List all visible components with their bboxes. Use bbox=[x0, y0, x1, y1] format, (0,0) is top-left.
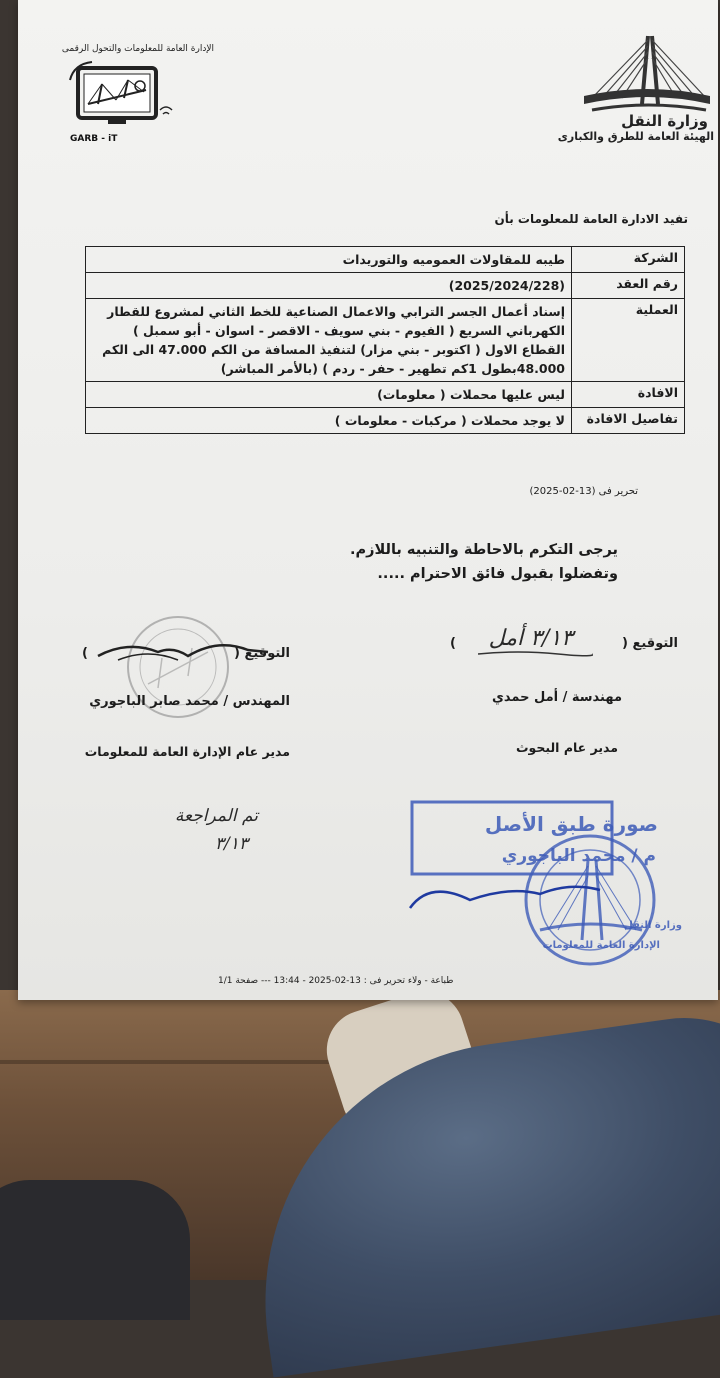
closing-text bbox=[350, 538, 618, 586]
table-row bbox=[86, 382, 685, 408]
signature-close-left: ) bbox=[82, 646, 88, 661]
signature-label-left: التوقيع ( bbox=[234, 646, 290, 661]
info-table bbox=[85, 246, 685, 434]
intro-text: تفيد الادارة العامة للمعلومات بأن bbox=[494, 212, 688, 226]
stamp-circle-ministry: وزارة النقل bbox=[624, 920, 682, 931]
row-value-contract: (2025/2024/228) bbox=[86, 273, 572, 299]
closing-line-2: وتفضلوا بقبول فائق الاحترام ..... bbox=[377, 566, 618, 582]
bridge-icon bbox=[582, 34, 712, 114]
engineer-name-right: مهندسة / أمل حمدي bbox=[491, 690, 622, 705]
authority-name: الهيئة العامة للطرق والكبارى bbox=[557, 130, 714, 143]
signature-handwriting-right: ٣/١٣ أمل bbox=[488, 626, 573, 651]
table-row bbox=[86, 408, 685, 434]
closing-line-1: يرجى التكرم بالاحاطة والتنبيه باللازم. bbox=[350, 542, 618, 558]
review-note-line-1: تم المراجعة bbox=[174, 806, 258, 826]
row-label-statement: الافادة bbox=[572, 382, 685, 408]
stamp-line-1: صورة طبق الأصل bbox=[484, 812, 658, 836]
sleeve bbox=[0, 1180, 190, 1320]
ministry-logo bbox=[550, 34, 720, 144]
engineer-name-left: المهندس / محمد صابر الباجوري bbox=[89, 694, 290, 709]
signature-close-right: ) bbox=[450, 636, 456, 651]
table-row bbox=[86, 299, 685, 382]
issue-date: تحرير فى (13-02-2025) bbox=[529, 486, 638, 497]
it-department-code: GARB - iT bbox=[70, 134, 118, 144]
row-label-operation: العملية bbox=[572, 299, 685, 382]
row-label-contract: رقم العقد bbox=[572, 273, 685, 299]
table-row bbox=[86, 273, 685, 299]
signature-label-right: التوقيع ( bbox=[622, 636, 678, 651]
monitor-bridge-icon bbox=[68, 60, 188, 135]
position-title-left: مدير عام الإدارة العامة للمعلومات bbox=[84, 744, 290, 759]
row-label-company: الشركة bbox=[572, 247, 685, 273]
stamp-circle-department: الإدارة العامة للمعلومات bbox=[542, 940, 660, 951]
signature-underline-right bbox=[478, 648, 593, 660]
row-value-statement: ليس عليها محملات ( معلومات) bbox=[86, 382, 572, 408]
row-label-details: تفاصيل الافادة bbox=[572, 408, 685, 434]
it-department-name: الإدارة العامة للمعلومات والتحول الرقمى bbox=[61, 44, 214, 54]
row-value-company: طيبه للمقاولات العموميه والتوريدات bbox=[86, 247, 572, 273]
position-title-right: مدير عام البحوث bbox=[515, 740, 618, 755]
row-value-operation: إسناد أعمال الجسر الترابي والاعمال الصناعية للخط الثاني لمشروع للقطار الكهرباني السريع ( الفيوم - بني سويف - الاقصر - اسوان - أبو سمبل ) القطاع الاول ( اكتوبر - بني مزار) لتنفيذ المسافة من الكم 47.000 الى الكم 48.000بطول 1كم تطهير - حفر - ردم ) (بالأمر المباشر) bbox=[86, 299, 572, 382]
ministry-name: وزارة النقل bbox=[621, 112, 708, 130]
stamp-line-2: م / محمد الباجوري bbox=[501, 846, 656, 866]
print-footer: طباعة - ولاء تحرير فى : 13-02-2025 - 13:44 --- صفحة 1/1 bbox=[218, 976, 454, 986]
it-department-logo bbox=[46, 42, 216, 152]
row-value-details: لا يوجد محملات ( مركبات - معلومات ) bbox=[86, 408, 572, 434]
review-note-line-2: ٣/١٣ bbox=[214, 834, 248, 854]
document-paper bbox=[18, 0, 718, 1000]
table-row bbox=[86, 247, 685, 273]
